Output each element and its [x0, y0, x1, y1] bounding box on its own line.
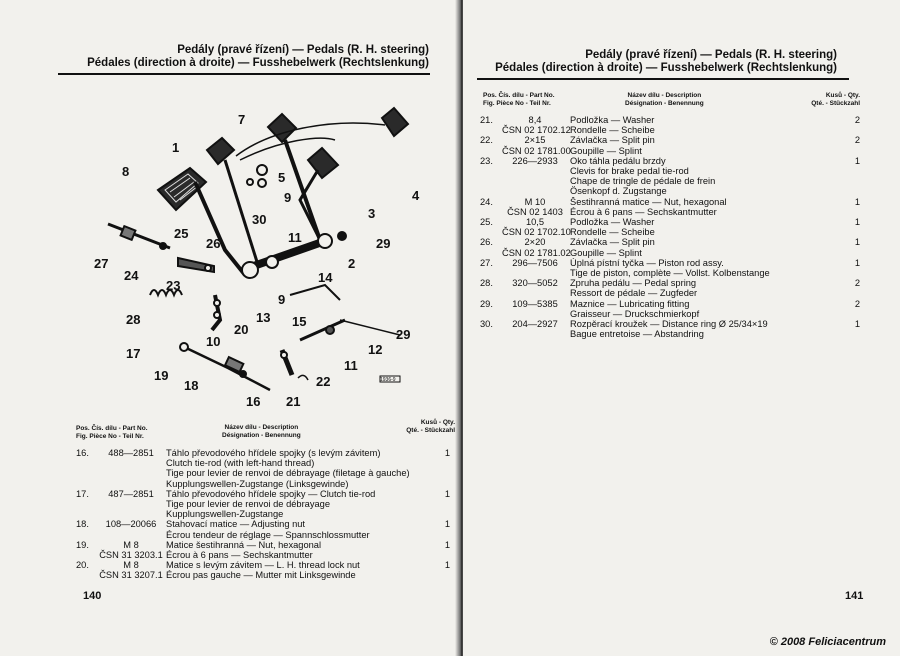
parts-row-continuation: [76, 509, 450, 519]
callout-label: 15: [292, 314, 307, 329]
pedal-pad-7: [207, 114, 296, 164]
quantity: 1: [444, 488, 450, 499]
part-description: Rondelle — Scheibe: [570, 227, 655, 238]
part-description: Kupplungswellen-Zugstange (Linksgewinde): [166, 478, 349, 489]
part-number: 204—2927: [512, 319, 558, 330]
title-line-2: Pédales (direction à droite) — Fusshebelwerk (Rechtslenkung): [495, 62, 837, 74]
right-page-title: [495, 49, 837, 75]
quantity: 1: [444, 448, 450, 458]
callout-label: 21: [286, 394, 301, 409]
parts-row: [480, 115, 860, 125]
part-description: Tige pour levier de renvoi de débrayage: [166, 499, 331, 510]
right-header-qty: Kusů - Qty. Qté. - Stückzahl: [811, 92, 860, 107]
part-number: 2×20: [524, 237, 546, 248]
part-number: 487—2851: [108, 488, 154, 499]
quantity: 2: [854, 298, 860, 309]
part-description: Maznice — Lubricating fitting: [570, 298, 690, 309]
standard-number: ČSN 02 1702.10: [502, 227, 571, 238]
title-line-1: Pedály (pravé řízení) — Pedals (R. H. steering): [177, 44, 429, 56]
callout-label: 11: [344, 358, 358, 373]
parts-row-continuation: [76, 468, 450, 478]
standard-number: ČSN 02 1781.00: [502, 145, 571, 156]
parts-row-continuation: [76, 550, 450, 560]
position-number: 26.: [480, 237, 493, 248]
part-description: Podložka — Washer: [570, 217, 655, 228]
part-number: 296—7506: [512, 257, 558, 268]
standard-number: ČSN 02 1702.12: [502, 125, 571, 136]
parts-row: [76, 519, 450, 529]
part-description: Úplná pístní tyčka — Piston rod assy.: [570, 257, 724, 268]
callout-label: 7: [238, 112, 246, 127]
part-description: Matice šestihranná — Nut, hexagonal: [166, 539, 322, 550]
quantity: 2: [854, 115, 860, 125]
parts-row: [480, 135, 860, 145]
callout-label: 29: [396, 327, 411, 342]
position-number: 16.: [76, 448, 89, 458]
parts-row-continuation: [480, 288, 860, 298]
position-number: 23.: [480, 155, 493, 166]
quantity: 1: [444, 519, 450, 530]
parts-row: [480, 237, 860, 247]
quantity: 1: [444, 539, 450, 550]
parts-row-continuation: [480, 186, 860, 196]
position-number: 25.: [480, 217, 493, 228]
callout-label: 8: [122, 164, 130, 179]
callout-label: 12: [368, 342, 383, 357]
page-number-right: 141: [845, 590, 864, 602]
quantity: 1: [854, 319, 860, 330]
parts-row-continuation: [480, 329, 860, 339]
parts-row: [480, 197, 860, 207]
quantity: 1: [854, 217, 860, 228]
parts-row-continuation: [480, 248, 860, 258]
callout-label: 20: [234, 322, 249, 337]
parts-row: [480, 299, 860, 309]
callout-label: 4: [412, 188, 420, 203]
right-parts-list: [480, 115, 860, 339]
callout-label: 5: [278, 170, 286, 185]
part-description: Oko táhla pedálu brzdy: [570, 155, 666, 166]
callout-label: 25: [174, 226, 189, 241]
part-number: 226—2933: [512, 155, 558, 166]
part-description: Goupille — Splint: [570, 145, 642, 156]
part-description: Zpruha pedálu — Pedal spring: [570, 278, 697, 289]
callout-label: 9: [278, 292, 286, 307]
part-number: M 10: [524, 196, 546, 207]
quantity: 1: [444, 560, 450, 571]
left-header-pos: Pos. Čís. dílu - Part No. Fig. Pièce No - Teil Nr.: [76, 425, 148, 440]
part-description: Rondelle — Scheibe: [570, 125, 655, 136]
callout-label: 3: [368, 206, 376, 221]
callout-label: 2: [348, 256, 356, 271]
part-number: 320—5052: [512, 278, 558, 289]
parts-row-continuation: [480, 176, 860, 186]
parts-row-continuation: [480, 207, 860, 217]
callout-label: 10: [206, 334, 221, 349]
position-number: 22.: [480, 135, 493, 146]
part-number: 8,4: [528, 115, 542, 125]
left-header-qty: Kusů - Qty. Qté. - Stückzahl: [406, 419, 455, 434]
part-description: Écrou pas gauche — Mutter mit Linksgewinde: [166, 570, 356, 581]
part-description: Ressort de pédale — Zugfeder: [570, 288, 698, 299]
part-description: Clevis for brake pedal tie-rod: [570, 166, 689, 177]
part-description: Tige de piston, complète — Vollst. Kolbenstange: [570, 268, 770, 279]
callout-label: 14: [318, 270, 333, 285]
part-description: Chape de tringle de pédale de frein: [570, 176, 716, 187]
right-page: [463, 0, 900, 656]
right-header-desc: Název dílu - Description Désignation - Benennung: [625, 92, 704, 107]
callout-label: 24: [124, 268, 139, 283]
position-number: 27.: [480, 257, 493, 268]
parts-row-continuation: [480, 268, 860, 278]
part-description: Matice s levým závitem — L. H. thread lock nut: [166, 560, 360, 571]
position-number: 19.: [76, 539, 89, 550]
callout-label: 18: [184, 378, 199, 393]
part-description: Závlačka — Split pin: [570, 237, 655, 248]
part-number: 10,5: [525, 217, 545, 228]
left-parts-list: [76, 448, 450, 581]
callout-label: 30: [252, 212, 267, 227]
position-number: 24.: [480, 196, 493, 207]
part-number: M 8: [123, 539, 139, 550]
callout-label: 19: [154, 368, 169, 383]
position-number: 21.: [480, 115, 493, 125]
parts-row-continuation: [76, 530, 450, 540]
callout-label: 27: [94, 256, 109, 271]
parts-row-continuation: [76, 479, 450, 489]
diagram-drawing: [108, 108, 411, 390]
callout-label: 9: [284, 190, 292, 205]
part-description: Écrou tendeur de réglage — Spannschlossmutter: [166, 529, 370, 540]
part-description: Závlačka — Split pin: [570, 135, 655, 146]
quantity: 1: [854, 237, 860, 248]
quantity: 1: [854, 257, 860, 268]
part-description: Podložka — Washer: [570, 115, 655, 125]
parts-row: [480, 258, 860, 268]
position-number: 29.: [480, 298, 493, 309]
part-number: 2×15: [524, 135, 546, 146]
drawing-stamp: 1936-9: [380, 377, 396, 383]
standard-number: ČSN 31 3203.1: [99, 550, 163, 561]
parts-row-continuation: [480, 146, 860, 156]
parts-row-continuation: [480, 309, 860, 319]
parts-row: [76, 560, 450, 570]
parts-row: [480, 319, 860, 329]
part-description: Táhlo převodového hřídele spojky (s levým závitem): [166, 448, 381, 458]
parts-row: [480, 156, 860, 166]
part-description: Goupille — Splint: [570, 247, 642, 258]
callout-label: 1: [172, 140, 180, 155]
right-header-pos: Pos. Čís. dílu - Part No. Fig. Pièce No - Teil Nr.: [483, 92, 555, 107]
callout-label: 22: [316, 374, 331, 389]
parts-row: [480, 217, 860, 227]
parts-row: [480, 278, 860, 288]
parts-row: [76, 540, 450, 550]
callout-label: 13: [256, 310, 271, 325]
callout-label: 29: [376, 236, 391, 251]
part-description: Écrou à 6 pans — Sechskantmutter: [570, 206, 717, 217]
position-number: 20.: [76, 560, 89, 571]
left-header-desc: Název dílu - Description Désignation - Benennung: [222, 424, 301, 439]
title-line-1: Pedály (pravé řízení) — Pedals (R. H. steering): [585, 49, 837, 61]
quantity: 1: [854, 196, 860, 207]
part-description: Stahovací matice — Adjusting nut: [166, 519, 306, 530]
parts-row-continuation: [480, 227, 860, 237]
parts-row-continuation: [76, 499, 450, 509]
part-description: Bague entretoise — Abstandring: [570, 329, 704, 340]
title-line-2: Pédales (direction à droite) — Fusshebelwerk (Rechtslenkung): [87, 57, 429, 69]
part-description: Ösenkopf d. Zugstange: [570, 186, 667, 197]
parts-row: [76, 489, 450, 499]
callout-label: 17: [126, 346, 141, 361]
callout-label: 23: [166, 278, 181, 293]
quantity: 2: [854, 135, 860, 146]
parts-row-continuation: [480, 125, 860, 135]
callout-label: 11: [288, 230, 302, 245]
pedal-diagram: [0, 0, 459, 420]
part-description: Écrou à 6 pans — Sechskantmutter: [166, 550, 313, 561]
part-description: Graisseur — Druckschmierkopf: [570, 308, 700, 319]
callout-label: 26: [206, 236, 221, 251]
standard-number: ČSN 02 1781.02: [502, 247, 571, 258]
callout-label: 16: [246, 394, 261, 409]
part-description: Clutch tie-rod (with left-hand thread): [166, 458, 315, 469]
part-number: 488—2851: [108, 448, 154, 458]
part-description: Šestihranná matice — Nut, hexagonal: [570, 196, 727, 207]
part-description: Kupplungswellen-Zugstange: [166, 509, 284, 520]
standard-number: ČSN 31 3207.1: [99, 570, 163, 581]
part-number: 108—20066: [105, 519, 157, 530]
part-description: Rozpěrací kroužek — Distance ring Ø 25/34×19: [570, 319, 768, 330]
part-description: Táhlo převodového hřídele spojky — Clutch tie-rod: [166, 488, 376, 499]
title-divider: [477, 78, 849, 80]
pedal-pad-4: [382, 108, 408, 136]
standard-number: ČSN 02 1403: [507, 206, 563, 217]
parts-row: [76, 448, 450, 458]
quantity: 1: [854, 155, 860, 166]
parts-row-continuation: [480, 166, 860, 176]
position-number: 17.: [76, 488, 89, 499]
position-number: 18.: [76, 519, 89, 530]
part-number: M 8: [123, 560, 139, 571]
part-number: 109—5385: [512, 298, 558, 309]
parts-row-continuation: [76, 570, 450, 580]
copyright-notice: © 2008 Feliciacentrum: [769, 636, 886, 648]
position-number: 28.: [480, 278, 493, 289]
part-description: Tige pour levier de renvoi de débrayage (filetage à gauche): [166, 468, 410, 479]
pedal-pad-3: [308, 148, 338, 178]
page-number-left: 140: [83, 590, 102, 602]
callout-label: 28: [126, 312, 141, 327]
parts-row-continuation: [76, 458, 450, 468]
position-number: 30.: [480, 319, 493, 330]
quantity: 2: [854, 278, 860, 289]
